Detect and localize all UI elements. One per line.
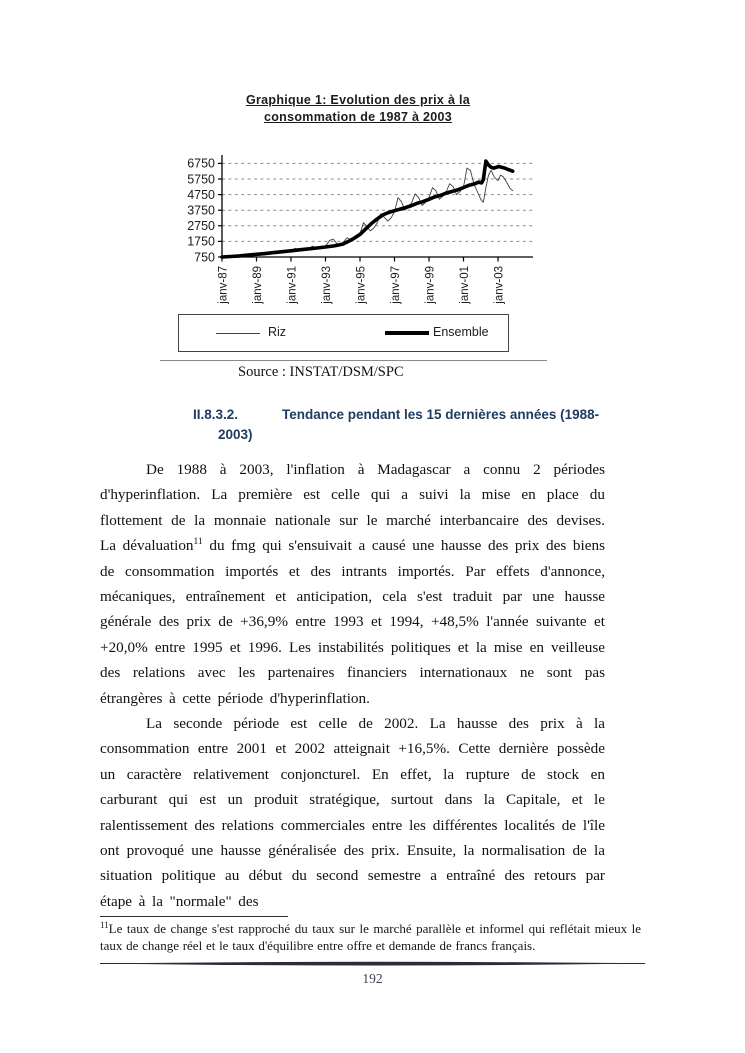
legend-label-riz: Riz: [268, 325, 287, 339]
footnote-separator-line: [100, 916, 288, 917]
figure-title: [100, 92, 616, 125]
footer-decorative-rule: [100, 960, 645, 968]
legend-label-ensemble: Ensemble: [433, 325, 489, 339]
svg-text:6750: 6750: [187, 156, 215, 171]
svg-text:3750: 3750: [187, 203, 215, 218]
chart-canvas: [165, 147, 550, 312]
figure-title-line2: consommation de 1987 à 2003: [263, 109, 453, 124]
svg-text:janv-93: janv-93: [321, 266, 333, 304]
svg-text:4750: 4750: [187, 187, 215, 202]
riz-line-sample: [216, 333, 260, 334]
svg-text:janv-97: janv-97: [390, 266, 402, 304]
section-heading: [193, 405, 633, 444]
figure-separator-line: [160, 360, 547, 361]
svg-text:750: 750: [194, 250, 215, 265]
figure-title-line1: Graphique 1: Evolution des prix à la: [245, 93, 471, 107]
svg-text:2750: 2750: [187, 219, 215, 234]
footnote-reference-11: 11: [193, 537, 203, 548]
figure-source: Source : INSTAT/DSM/SPC: [238, 364, 404, 380]
svg-text:janv-95: janv-95: [355, 266, 368, 304]
svg-text:1750: 1750: [187, 234, 215, 249]
svg-text:janv-01: janv-01: [459, 266, 471, 304]
svg-text:janv-89: janv-89: [252, 266, 264, 304]
paragraph-1-text-after-footnote: du fmg qui s'ensuivait a causé une hausse des prix des biens de consommation importés et des intrants importés. Par effets d'annonce, mécaniques, entraînement et anticipation, cela s'est traduit par une hausse générale des prix de +36,9% entre 1993 et 1994, +48,5% l'année suivante et +20,0% entre 1995 et 1996. Les instabilités politiques et la mise en veilleuse des relations avec les partenaires financiers internationaux ne sont pas étrangères à cette période d'hyperinflation.: [100, 537, 605, 707]
paragraph-1: [100, 457, 605, 711]
ensemble-line-sample: [385, 331, 429, 335]
footnote: [100, 921, 641, 954]
svg-text:janv-91: janv-91: [286, 266, 299, 304]
svg-text:janv-87: janv-87: [217, 266, 230, 304]
section-number: II.8.3.2.: [193, 407, 239, 422]
svg-text:5750: 5750: [187, 172, 215, 187]
paragraph-1-text-before-footnote: De 1988 à 2003, l'inflation à Madagascar a connu 2 périodes d'hyperinflation. La première est celle qui a suivi la mise en place du flottement de la monnaie nationale sur le marché interbancaire des devises. La dévaluation: [100, 461, 605, 555]
svg-text:janv-03: janv-03: [493, 266, 506, 304]
price-evolution-chart: [165, 147, 550, 312]
footnote-marker: 11: [100, 920, 109, 930]
chart-legend: [178, 314, 509, 352]
footnote-text: Le taux de change s'est rapproché du taux sur le marché parallèle et informel qui reflétait mieux le taux de change réel et le taux d'équilibre entre offre et demande de francs français.: [100, 921, 641, 953]
svg-text:janv-99: janv-99: [424, 266, 437, 304]
page-number: 192: [362, 971, 383, 986]
paragraph-2: La seconde période est celle de 2002. La hausse des prix à la consommation entre 2001 et 2002 atteignait +16,5%. Cette dernière possède un caractère relativement conjoncturel. En effet, la rupture de stock en carburant qui est un produit stratégique, surtout dans la Capitale, et le ralentissement des relations commerciales entre les différentes localités de l'île ont provoqué une hausse généralisée des prix. Ensuite, la normalisation de la situation politique au début du second semestre a entraîné des retours par étape à la "normale" des: [100, 715, 605, 910]
section-title: Tendance pendant les 15 dernières années (1988-2003): [218, 407, 600, 442]
